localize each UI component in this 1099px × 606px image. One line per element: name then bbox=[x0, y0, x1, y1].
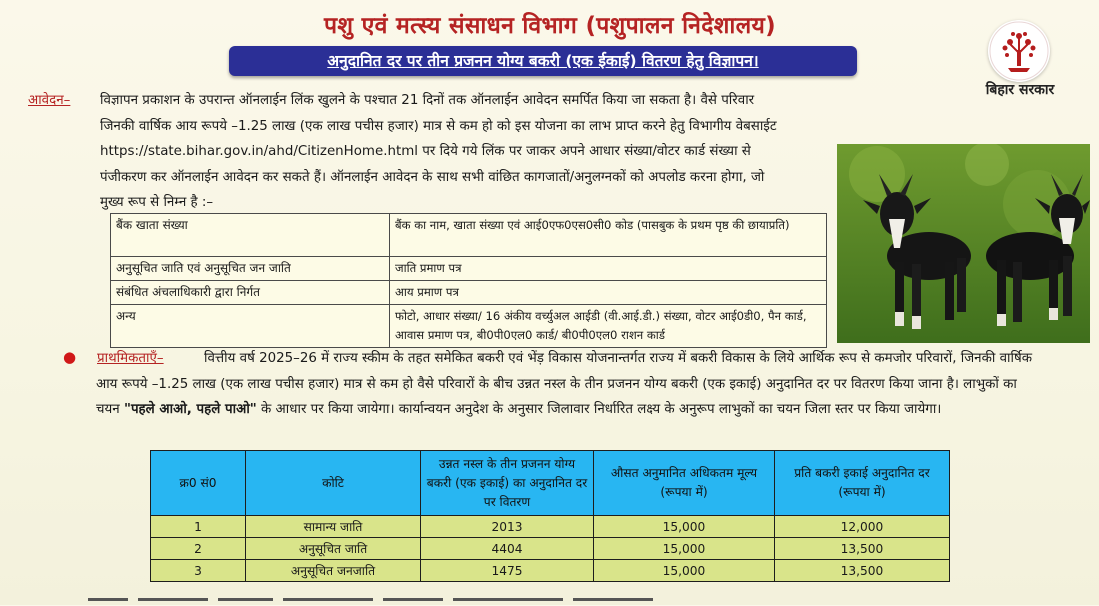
subsidy-cell: 13,500 bbox=[775, 538, 950, 560]
document-detail: बैंक का नाम, खाता संख्या एवं आई0एफ0एस0सी0 कोड (पासबुक के प्रथम पृष्ठ की छायाप्रति) bbox=[390, 214, 827, 257]
application-label: आवेदन– bbox=[28, 93, 71, 108]
priority-text-a: वित्तीय वर्ष 2025–26 में राज्य स्कीम के तहत समेकित बकरी एवं भेंड़ विकास योजनान्तर्गत राज्य में बकरी विकास के लिये आर्थिक रूप से कमजोर परिवारों, जिनकी वार्षिक आय रूपये –1.25 लाख (एक लाख पचीस हजार) मात्र से कम हो वैसे परिवारों के बीच उन्नत नस्ल के तीन प्रजनन योग्य बकरी (एक इकाई) अनुदानित दर पर वितरण किया जाना है। लाभुकों का चयन bbox=[96, 351, 1032, 417]
subsidy-cell: 13,500 bbox=[775, 560, 950, 582]
government-label: बिहार सरकार bbox=[985, 82, 1055, 98]
serial-cell: 1 bbox=[151, 516, 246, 538]
document-name: अन्य bbox=[111, 305, 390, 348]
category-cell: सामान्य जाति bbox=[246, 516, 421, 538]
column-header: औसत अनुमानित अधिकतम मूल्य (रूपया में) bbox=[594, 451, 775, 516]
column-header: क्र0 सं0 bbox=[151, 451, 246, 516]
table-row bbox=[111, 305, 827, 348]
table-row bbox=[111, 214, 827, 257]
document-name: बैंक खाता संख्या bbox=[111, 214, 390, 257]
priority-text-b: के आधार पर किया जायेगा। कार्यान्वयन अनुदेश के अनुसार जिलावार निर्धारित लक्ष्य के अनुरूप लाभुकों का चयन जिला स्तर पर किया जायेगा। bbox=[261, 402, 942, 417]
first-come-highlight: "पहले आओ, पहले पाओ" bbox=[123, 402, 257, 417]
units-cell: 1475 bbox=[421, 560, 594, 582]
column-header: उन्नत नस्ल के तीन प्रजनन योग्य बकरी (एक इकाई) का अनुदानित दर पर वितरण bbox=[421, 451, 594, 516]
goats-photo bbox=[837, 144, 1090, 343]
document-detail: आय प्रमाण पत्र bbox=[390, 281, 827, 305]
category-cell: अनुसूचित जनजाति bbox=[246, 560, 421, 582]
max-price-cell: 15,000 bbox=[594, 538, 775, 560]
max-price-cell: 15,000 bbox=[594, 516, 775, 538]
table-header-row bbox=[151, 451, 950, 516]
document-name: अनुसूचित जाति एवं अनुसूचित जन जाति bbox=[111, 257, 390, 281]
subsidy-cell: 12,000 bbox=[775, 516, 950, 538]
priority-label: प्राथमिकताएँ– bbox=[97, 351, 164, 366]
table-row bbox=[151, 516, 950, 538]
bodhi-tree-emblem-icon bbox=[988, 20, 1050, 82]
application-paragraph: विज्ञापन प्रकाशन के उपरान्त ऑनलाईन लिंक खुलने के पश्चात 21 दिनों तक ऑनलाईन आवेदन समर्पित किया जा सकता है। वैसे परिवार जिनकी वार्षिक आय रूपये –1.25 लाख (एक लाख पचीस हजार) मात्र से कम हो को इस योजना का लाभ प्राप्त करने हेतु विभागीय वेबसाईट https://state.bihar.gov.in/ahd/CitizenHome.html पर दिये गये लिंक पर जाकर अपने आधार संख्या/वोटर कार्ड संख्या से पंजीकरण कर ऑनलाईन आवेदन कर सकते हैं। ऑनलाईन आवेदन के साथ सभी वांछित कागजातों/अनुलग्नकों को अपलोड करना होगा, जो मुख्य रूप से निम्न है :– bbox=[100, 93, 777, 210]
column-header: प्रति बकरी इकाई अनुदानित दर (रूपया में) bbox=[775, 451, 950, 516]
table-row bbox=[151, 560, 950, 582]
serial-cell: 2 bbox=[151, 538, 246, 560]
priority-paragraph bbox=[96, 346, 1036, 423]
document-detail: जाति प्रमाण पत्र bbox=[390, 257, 827, 281]
table-row bbox=[151, 538, 950, 560]
required-documents-table bbox=[110, 213, 827, 348]
advertisement-banner: अनुदानित दर पर तीन प्रजनन योग्य बकरी (एक ईकाई) वितरण हेतु विज्ञापन। bbox=[229, 46, 857, 76]
serial-cell: 3 bbox=[151, 560, 246, 582]
page-title: पशु एवं मत्स्य संसाधन विभाग (पशुपालन निदेशालय) bbox=[324, 13, 776, 39]
document-detail: फोटो, आधार संख्या/ 16 अंकीय वर्च्युअल आईडी (वी.आई.डी.) संख्या, वोटर आई0डी0, पैन कार्ड, आवास प्रमाण पत्र, बी0पी0एल0 कार्ड/ बी0पी0एल0 राशन कार्ड bbox=[390, 305, 827, 348]
units-cell: 2013 bbox=[421, 516, 594, 538]
document-name: संबंधित अंचलाधिकारी द्वारा निर्गत bbox=[111, 281, 390, 305]
allocation-table bbox=[150, 450, 950, 582]
category-cell: अनुसूचित जाति bbox=[246, 538, 421, 560]
table-row bbox=[111, 257, 827, 281]
column-header: कोटि bbox=[246, 451, 421, 516]
table-row bbox=[111, 281, 827, 305]
max-price-cell: 15,000 bbox=[594, 560, 775, 582]
units-cell: 4404 bbox=[421, 538, 594, 560]
bullet-dot-icon: ● bbox=[63, 348, 77, 366]
